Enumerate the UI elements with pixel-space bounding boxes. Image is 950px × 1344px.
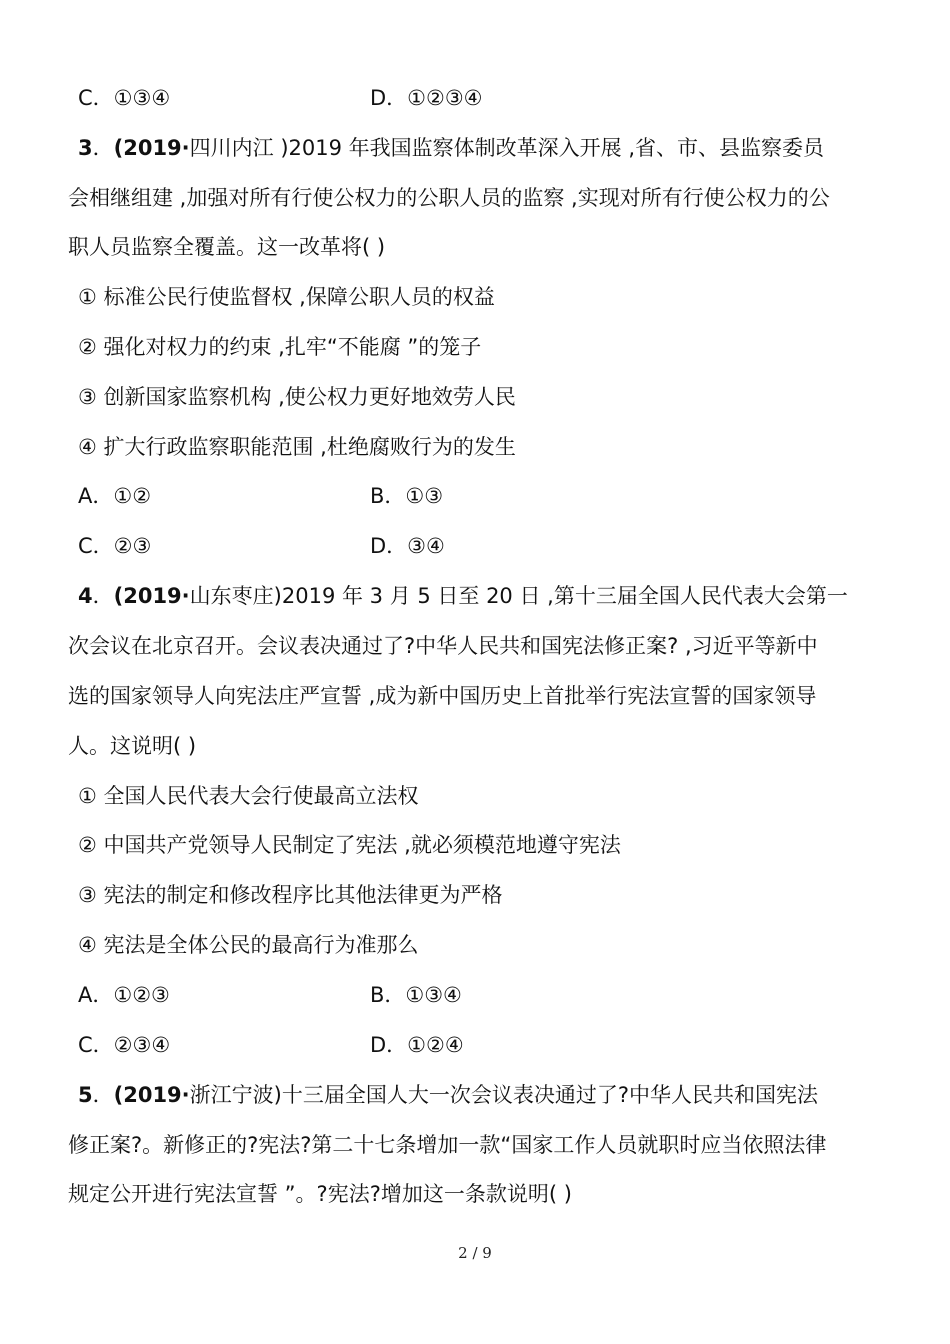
q3-source-year: (2019· — [113, 136, 190, 160]
q4-choices-row-1 — [78, 980, 778, 1010]
q4-stem-text-1: 2019 年 3 月 5 日至 20 日 ,第十三届全国人民代表大会第一 — [281, 584, 848, 608]
q3-choice-a: A．①② — [78, 484, 152, 508]
page-number: 2 / 9 — [458, 1244, 492, 1262]
q3-stem-line-2: 会相继组建 ,加强对所有行使公权力的公职人员的监察 ,实现对所有行使公权力的公 — [68, 186, 830, 210]
q4-option-2: ② 中国共产党领导人民制定了宪法 ,就必须模范地遵守宪法 — [78, 833, 621, 857]
q3-choices-row-2 — [78, 531, 778, 561]
q5-stem-text-1: 十三届全国人大一次会议表决通过了?中华人民共和国宪法 — [281, 1083, 819, 1107]
q3-option-4: ④ 扩大行政监察职能范围 ,杜绝腐败行为的发生 — [78, 435, 516, 459]
q3-stem-text-1: 2019 年我国监察体制改革深入开展 ,省、市、县监察委员 — [288, 136, 824, 160]
q4-stem-line-2: 次会议在北京召开。会议表决通过了?中华人民共和国宪法修正案? ,习近平等新中 — [68, 634, 818, 658]
q3-choice-c: C．②③ — [78, 534, 152, 558]
q2-choices-row — [78, 83, 778, 113]
q5-source-year: (2019· — [113, 1083, 190, 1107]
q3-stem-line-1: 3．(2019·四川内江 )2019 年我国监察体制改革深入开展 ,省、市、县监察委员 — [78, 136, 824, 160]
q3-source-place: 四川内江 ) — [189, 136, 289, 160]
q2-choice-d: D．①②③④ — [370, 86, 483, 110]
q4-option-1: ① 全国人民代表大会行使最高立法权 — [78, 784, 419, 808]
q4-option-4: ④ 宪法是全体公民的最高行为准那么 — [78, 933, 419, 957]
q3-option-2: ② 强化对权力的约束 ,扎牢“不能腐 ”的笼子 — [78, 335, 482, 359]
q4-choice-a: A．①②③ — [78, 983, 170, 1007]
q5-source-place: 浙江宁波) — [189, 1083, 282, 1107]
q3-choices-row-1 — [78, 481, 778, 511]
q2-choice-c: C．①③④ — [78, 86, 171, 110]
q4-choice-d: D．①②④ — [370, 1033, 464, 1057]
q5-stem-line-1: 5．(2019·浙江宁波)十三届全国人大一次会议表决通过了?中华人民共和国宪法 — [78, 1083, 819, 1107]
q4-choice-c: C．②③④ — [78, 1033, 171, 1057]
q4-source-place: 山东枣庄) — [189, 584, 282, 608]
q4-source-year: (2019· — [113, 584, 190, 608]
q5-stem-line-2: 修正案?。新修正的?宪法?第二十七条增加一款“国家工作人员就职时应当依照法律 — [68, 1133, 827, 1157]
q4-stem-line-4: 人。这说明( ) — [68, 734, 197, 758]
q4-option-3: ③ 宪法的制定和修改程序比其他法律更为严格 — [78, 883, 503, 907]
q4-stem-line-1: 4．(2019·山东枣庄)2019 年 3 月 5 日至 20 日 ,第十三届全国人民代表大会第一 — [78, 584, 848, 608]
q5-number: 5 — [78, 1083, 93, 1107]
q3-option-1: ① 标准公民行使监督权 ,保障公职人员的权益 — [78, 285, 495, 309]
q3-choice-b: B．①③ — [370, 484, 444, 508]
q3-option-3: ③ 创新国家监察机构 ,使公权力更好地效劳人民 — [78, 385, 516, 409]
q4-choices-row-2 — [78, 1030, 778, 1060]
q4-choice-b: B．①③④ — [370, 983, 462, 1007]
q4-number: 4 — [78, 584, 93, 608]
q5-stem-line-3: 规定公开进行宪法宣誓 ”。?宪法?增加这一条款说明( ) — [68, 1182, 572, 1206]
q4-stem-line-3: 选的国家领导人向宪法庄严宣誓 ,成为新中国历史上首批举行宪法宣誓的国家领导 — [68, 684, 817, 708]
q3-choice-d: D．③④ — [370, 534, 445, 558]
q3-number: 3 — [78, 136, 93, 160]
q3-stem-line-3: 职人员监察全覆盖。这一改革将( ) — [68, 235, 386, 259]
